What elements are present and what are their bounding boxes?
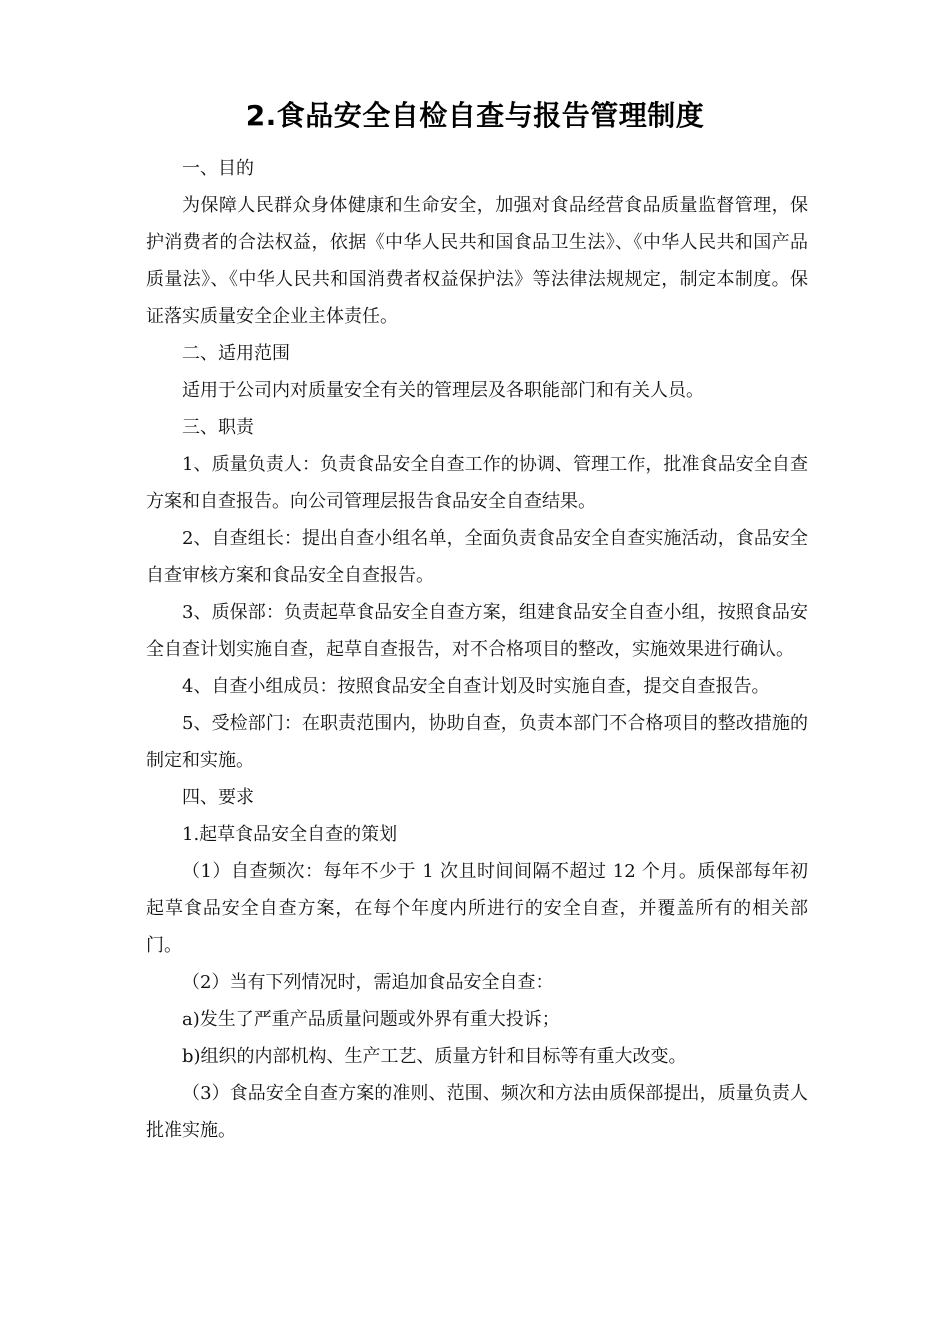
paragraph-criteria: （3）食品安全自查方案的准则、范围、频次和方法由质保部提出，质量负责人批准实施。	[146, 1083, 808, 1141]
section-heading-purpose: 一、目的	[182, 158, 254, 179]
paragraph-team-leader: 2、自查组长：提出自查小组名单，全面负责食品安全自查实施活动，食品安全自查审核方案和食品安全自查报告。	[146, 528, 808, 586]
paragraph-team-members: 4、自查小组成员：按照食品安全自查计划及时实施自查，提交自查报告。	[182, 676, 770, 697]
paragraph-frequency: （1）自查频次：每年不少于 1 次且时间间隔不超过 12 个月。质保部每年初起草食品安全自查方案，在每个年度内所进行的安全自查，并覆盖所有的相关部门。	[146, 861, 808, 956]
paragraph-scope: 适用于公司内对质量安全有关的管理层及各职能部门和有关人员。	[182, 380, 704, 401]
document-title: 2.食品安全自检自查与报告管理制度	[245, 99, 705, 132]
section-heading-responsibilities: 三、职责	[182, 417, 254, 438]
paragraph-inspected-departments: 5、受检部门：在职责范围内，协助自查，负责本部门不合格项目的整改措施的制定和实施。	[146, 713, 808, 771]
section-heading-requirements: 四、要求	[182, 787, 254, 808]
paragraph-additional-inspection: （2）当有下列情况时，需追加食品安全自查：	[182, 972, 554, 993]
paragraph-quality-lead: 1、质量负责人：负责食品安全自查工作的协调、管理工作，批准食品安全自查方案和自查报告。向公司管理层报告食品安全自查结果。	[146, 454, 808, 512]
section-heading-scope: 二、适用范围	[182, 343, 290, 364]
list-item-b: b)组织的内部机构、生产工艺、质量方针和目标等有重大改变。	[182, 1046, 687, 1067]
paragraph-purpose: 为保障人民群众身体健康和生命安全，加强对食品经营食品质量监督管理，保护消费者的合法权益，依据《中华人民共和国食品卫生法》、《中华人民共和国产品质量法》、《中华人民共和国消费者权益保护法》等法律法规规定，制定本制度。保证落实质量安全企业主体责任。	[146, 195, 808, 327]
paragraph-qa-department: 3、质保部：负责起草食品安全自查方案，组建食品安全自查小组，按照食品安全自查计划实施自查，起草自查报告，对不合格项目的整改，实施效果进行确认。	[146, 602, 808, 660]
document-body	[146, 150, 808, 1149]
subheading-planning: 1.起草食品安全自查的策划	[182, 824, 398, 845]
list-item-a: a)发生了严重产品质量问题或外界有重大投诉；	[182, 1009, 560, 1030]
